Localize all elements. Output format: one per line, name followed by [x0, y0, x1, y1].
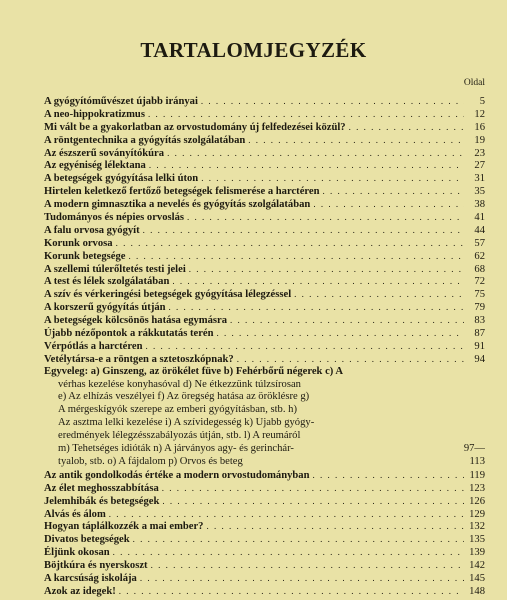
egyveleg-line: m) Tehetséges idióták n) A járványos agy- és gerinchár- [58, 443, 294, 455]
toc-entry-page: 62 [474, 250, 485, 262]
toc-entry [44, 134, 485, 147]
toc-entry [44, 482, 485, 495]
toc-entry-title: Vérpótlás a harctéren [44, 340, 143, 352]
egyveleg-line: tyalob, stb. o) A fájdalom p) Orvos és beteg [58, 455, 243, 467]
toc-entry-title: A szellemi túlerőltetés testi jelei [44, 263, 186, 275]
toc-entry-title: Korunk betegsége [44, 250, 126, 262]
dot-leader [189, 263, 464, 276]
toc-entry [44, 533, 485, 546]
toc-entry [44, 95, 485, 108]
dot-leader [201, 172, 464, 185]
toc-entry-page: 129 [469, 508, 485, 520]
toc-entry [44, 585, 485, 598]
toc-entry-title: Böjtkúra és nyerskoszt [44, 560, 148, 572]
dot-leader [349, 121, 464, 134]
toc-entry-page: 27 [474, 160, 485, 172]
toc-entry-title: A karcsúság iskolája [44, 572, 137, 584]
toc-entry-page: 5 [479, 96, 485, 107]
dot-leader [148, 108, 464, 121]
egyveleg-line: vérhas kezelése konyhasóval d) Ne étkezzünk túlzsírosan [58, 378, 301, 390]
toc-entry [44, 288, 485, 301]
toc-entry-title: A szív és vérkeringési betegségek gyógyítása lélegzéssel [44, 289, 292, 301]
toc-entry-title: Éljünk okosan [44, 547, 110, 559]
toc-entry-page: 132 [469, 521, 485, 533]
toc-entry-title: Az egyéniség lélektana [44, 160, 146, 172]
toc-entry [44, 185, 485, 198]
dot-leader [143, 224, 464, 237]
dot-leader [230, 314, 464, 327]
toc-entry-page: 139 [469, 547, 485, 559]
toc-entry-title: Az antik gondolkodás értéke a modern orvostudományban [44, 469, 310, 481]
dot-leader [167, 147, 464, 160]
toc-entry [44, 495, 485, 508]
egyveleg-line: eredmények lélegzésszabályozás útján, stb. l) A reumáról [58, 430, 301, 442]
toc-entry [44, 546, 485, 559]
egyveleg-line: Egyveleg: a) Ginszeng, az örökélet füve b) Fehérbőrű négerek c) A [44, 365, 344, 377]
toc-entry [44, 108, 485, 121]
toc-entry-page: 19 [474, 134, 485, 146]
toc-entry [44, 327, 485, 340]
toc-entry [44, 301, 485, 314]
page-title: TARTALOMJEGYZÉK [140, 38, 367, 62]
toc-entry-page: 75 [474, 289, 485, 301]
toc-entry-title: A neo-hippokratizmus [44, 108, 145, 120]
toc-entry [44, 469, 485, 482]
toc-entry [44, 275, 485, 288]
dot-leader [113, 546, 464, 559]
dot-leader [172, 275, 464, 288]
toc-entry-title: Mi vált be a gyakorlatban az orvostudomány új felfedezései közül? [44, 121, 346, 133]
toc-entry [44, 508, 485, 521]
toc-entry-page: 38 [474, 199, 485, 211]
toc-entry [44, 159, 485, 172]
dot-leader [116, 237, 464, 250]
dot-leader [312, 469, 464, 482]
dot-leader [140, 572, 464, 585]
toc-entry-page: 12 [474, 108, 485, 120]
toc-entry-title: Tudományos és népies orvoslás [44, 212, 185, 224]
toc-list-top [44, 95, 485, 366]
dot-leader [109, 508, 464, 521]
dot-leader [201, 95, 464, 108]
toc-entry [44, 263, 485, 276]
toc-entry [44, 198, 485, 211]
toc-entry [44, 250, 485, 263]
toc-entry [44, 237, 485, 250]
toc-entry-title: A korszerű gyógyítás útján [44, 302, 166, 314]
toc-entry-title: Azok az idegek! [44, 585, 116, 597]
toc-entry-page: 148 [469, 585, 485, 597]
toc-entry-page: 23 [474, 147, 485, 159]
toc-entry [44, 314, 485, 327]
toc-entry-title: Vetélytársa-e a röntgen a sztetoszkópnak? [44, 353, 234, 365]
toc-entry-title: A test és lélek szolgálatában [44, 276, 170, 288]
toc-entry [44, 340, 485, 353]
toc-entry [44, 224, 485, 237]
toc-entry-title: A betegségek gyógyítása lelki úton [44, 173, 199, 185]
toc-entry-page: 119 [469, 469, 485, 481]
dot-leader [313, 198, 464, 211]
dot-leader [217, 327, 464, 340]
toc-entry-page: 57 [474, 237, 485, 249]
toc-entry [44, 353, 485, 366]
egyveleg-entry [44, 366, 485, 469]
toc-entry-title: A falu orvosa gyógyít [44, 224, 140, 236]
toc-entry [44, 572, 485, 585]
toc-entry-title: A modern gimnasztika a nevelés és gyógyítás szolgálatában [44, 199, 311, 211]
dot-leader [149, 159, 464, 172]
toc-entry-page: 135 [469, 534, 485, 546]
dot-leader [169, 301, 464, 314]
toc-entry-page: 123 [469, 482, 485, 494]
toc-entry-page: 142 [469, 560, 485, 572]
dot-leader [206, 520, 464, 533]
toc-entry-page: 145 [469, 572, 485, 584]
dot-leader [162, 495, 464, 508]
toc-entry-page: 83 [474, 315, 485, 327]
egyveleg-page-end: 113 [469, 455, 485, 467]
toc-entry [44, 559, 485, 572]
dot-leader [187, 211, 464, 224]
toc-entry-page: 16 [474, 121, 485, 133]
egyveleg-line: A mérgeskígyók szerepe az emberi gyógyításban, stb. h) [58, 404, 297, 416]
toc-entry-page: 41 [474, 212, 485, 224]
toc-entry-page: 35 [474, 186, 485, 198]
toc-entry [44, 121, 485, 134]
egyveleg-line: e) Az elhízás veszélyei f) Az öregség hatása az öröklésre g) [58, 391, 310, 403]
egyveleg-page-start: 97— [463, 443, 485, 455]
dot-leader [162, 482, 464, 495]
toc-entry-page: 31 [474, 173, 485, 185]
dot-leader [294, 288, 464, 301]
toc-entry-page: 91 [474, 340, 485, 352]
toc-entry-title: Alvás és álom [44, 508, 106, 520]
dot-leader [323, 185, 464, 198]
toc-list-bottom [44, 469, 485, 598]
toc-entry-page: 87 [474, 328, 485, 340]
toc-entry-page: 94 [474, 353, 485, 365]
toc-entry-title: Divatos betegségek [44, 534, 130, 546]
toc-entry-title: Hirtelen keletkező fertőző betegségek felismerése a harctéren [44, 186, 320, 198]
toc-entry-page: 79 [474, 302, 485, 314]
toc-entry-page: 126 [469, 495, 485, 507]
dot-leader [151, 559, 464, 572]
dot-leader [237, 353, 464, 366]
dot-leader [248, 134, 464, 147]
toc-entry-title: A betegségek kölcsönös hatása egymásra [44, 315, 228, 327]
toc-entry-title: Újabb nézőpontok a rákkutatás terén [44, 328, 214, 340]
toc-entry-title: A röntgentechnika a gyógyítás szolgálatában [44, 134, 246, 146]
toc-entry-title: Az élet meghosszabbítása [44, 482, 159, 494]
table-of-contents [44, 95, 485, 598]
toc-entry-title: Jelemhibák és betegségek [44, 495, 160, 507]
dot-leader [129, 250, 464, 263]
dot-leader [119, 585, 464, 598]
toc-entry [44, 520, 485, 533]
toc-entry-title: Hogyan táplálkozzék a mai ember? [44, 521, 204, 533]
dot-leader [133, 533, 464, 546]
toc-entry [44, 211, 485, 224]
toc-entry-title: Korunk orvosa [44, 237, 113, 249]
toc-entry-page: 68 [474, 263, 485, 275]
toc-entry-page: 44 [474, 224, 485, 236]
toc-entry [44, 147, 485, 160]
page-column-header: Oldal [463, 78, 485, 88]
toc-entry-title: A gyógyítóművészet újabb irányai [44, 96, 198, 107]
egyveleg-line: Az asztma lelki kezelése i) A szívidegesség k) Újabb gyógy- [58, 417, 315, 429]
dot-leader [145, 340, 464, 353]
toc-entry-title: Az észszerű soványítókúra [44, 147, 165, 159]
toc-entry [44, 172, 485, 185]
toc-entry-page: 72 [474, 276, 485, 288]
